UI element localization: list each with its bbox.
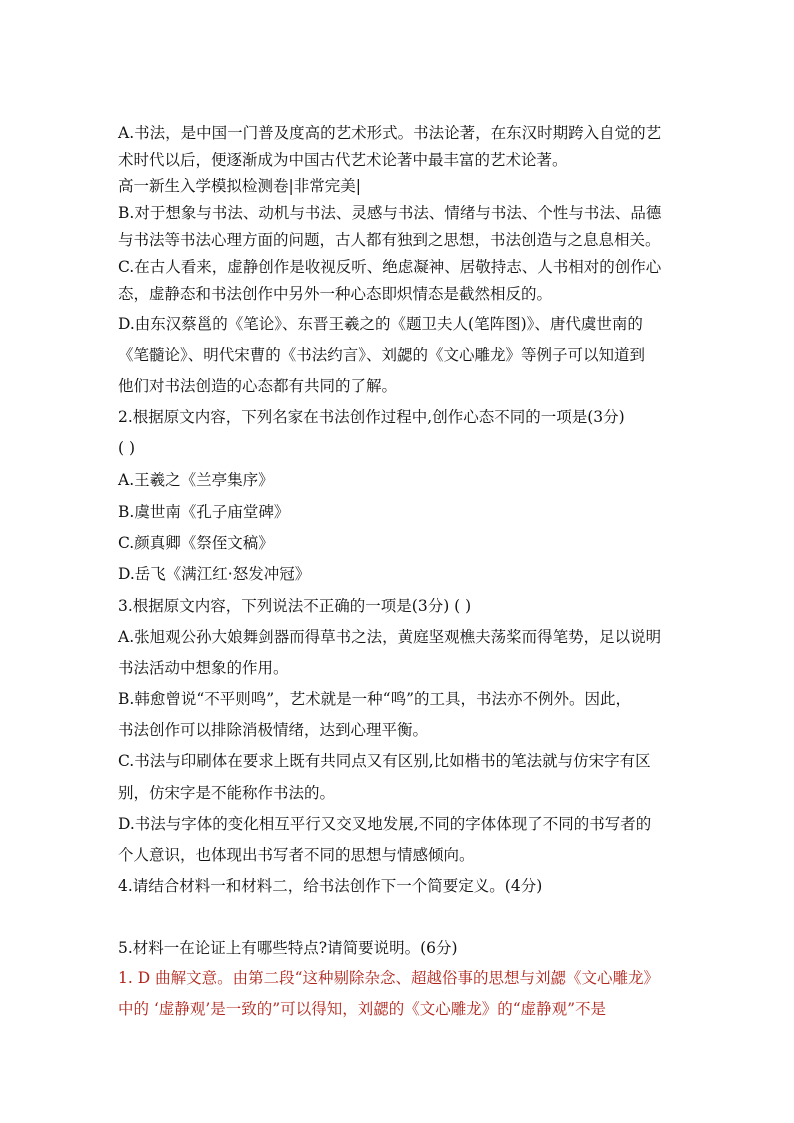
answer-line: 中的 ‘虚静观’是一致的”可以得知，刘勰的《文心雕龙》的“虚静观”不是 — [118, 1000, 607, 1018]
text-line: D.书法与字体的变化相互平行又交叉地发展,不同的字体体现了不同的书写者的 — [118, 815, 652, 833]
answer-line: 1. D 曲解文意。由第二段“这种剔除杂念、超越俗事的思想与刘勰《文心雕龙》 — [118, 969, 659, 987]
text-line: 术时代以后，便逐渐成为中国古代艺术论著中最丰富的艺术论著。 — [118, 151, 568, 169]
text-line: A.书法，是中国一门普及度高的艺术形式。书法论著，在东汉时期跨入自觉的艺 — [118, 124, 662, 142]
question-3: 3.根据原文内容，下列说法不正确的一项是(3分) ( ) — [118, 597, 472, 615]
question-2: 2.根据原文内容，下列名家在书法创作过程中,创作心态不同的一项是(3分) — [118, 408, 625, 426]
text-line: C.书法与印刷体在要求上既有共同点又有区别,比如楷书的笔法就与仿宋字有区 — [118, 752, 651, 770]
question-4: 4.请结合材料一和材料二，给书法创作下一个简要定义。(4分) — [118, 877, 543, 895]
text-line: 个人意识，也体现出书写者不同的思想与情感倾向。 — [118, 846, 475, 864]
text-line: 与书法等书法心理方面的问题，古人都有独到之思想，书法创造与之息息相关。 — [118, 231, 661, 249]
text-line: B.对于想象与书法、动机与书法、灵感与书法、情绪与书法、个性与书法、品德 — [118, 204, 662, 222]
text-line: A.张旭观公孙大娘舞剑器而得草书之法，黄庭坚观樵夫荡桨而得笔势，足以说明 — [118, 628, 662, 646]
text-line: D.由东汉蔡邕的《笔论》、东晋王羲之的《题卫夫人(笔阵图)》、唐代虞世南的 — [118, 315, 643, 333]
text-line: 他们对书法创造的心态都有共同的了解。 — [118, 377, 398, 395]
answer-blank: ( ) — [118, 439, 136, 457]
question-5: 5.材料一在论证上有哪些特点?请简要说明。(6分) — [118, 939, 458, 957]
option-b: B.虞世南《孔子庙堂碑》 — [118, 503, 290, 521]
text-line: 书法创作可以排除消极情绪，达到心理平衡。 — [118, 721, 429, 739]
text-line: 态，虚静态和书法创作中另外一种心态即炽情态是截然相反的。 — [118, 285, 553, 303]
text-line: 书法活动中想象的作用。 — [118, 659, 289, 677]
text-line: 《笔髓论》、明代宋曹的《书法约言》、刘勰的《文心雕龙》等例子可以知道到 — [118, 346, 646, 364]
text-line: B.韩愈曾说“不平则鸣”，艺术就是一种“鸣”的工具，书法亦不例外。因此， — [118, 690, 632, 708]
option-c: C.颜真卿《祭侄文稿》 — [118, 534, 274, 552]
header-watermark-line: 高一新生入学模拟检测卷|非常完美| — [118, 177, 361, 195]
option-a: A.王羲之《兰亭集序》 — [118, 471, 274, 489]
text-line: 别，仿宋字是不能称作书法的。 — [118, 784, 336, 802]
option-d: D.岳飞《满江红·怒发冲冠》 — [118, 565, 311, 583]
text-line: C.在古人看来，虚静创作是收视反听、绝虑凝神、居敬持志、人书相对的创作心 — [118, 258, 662, 276]
